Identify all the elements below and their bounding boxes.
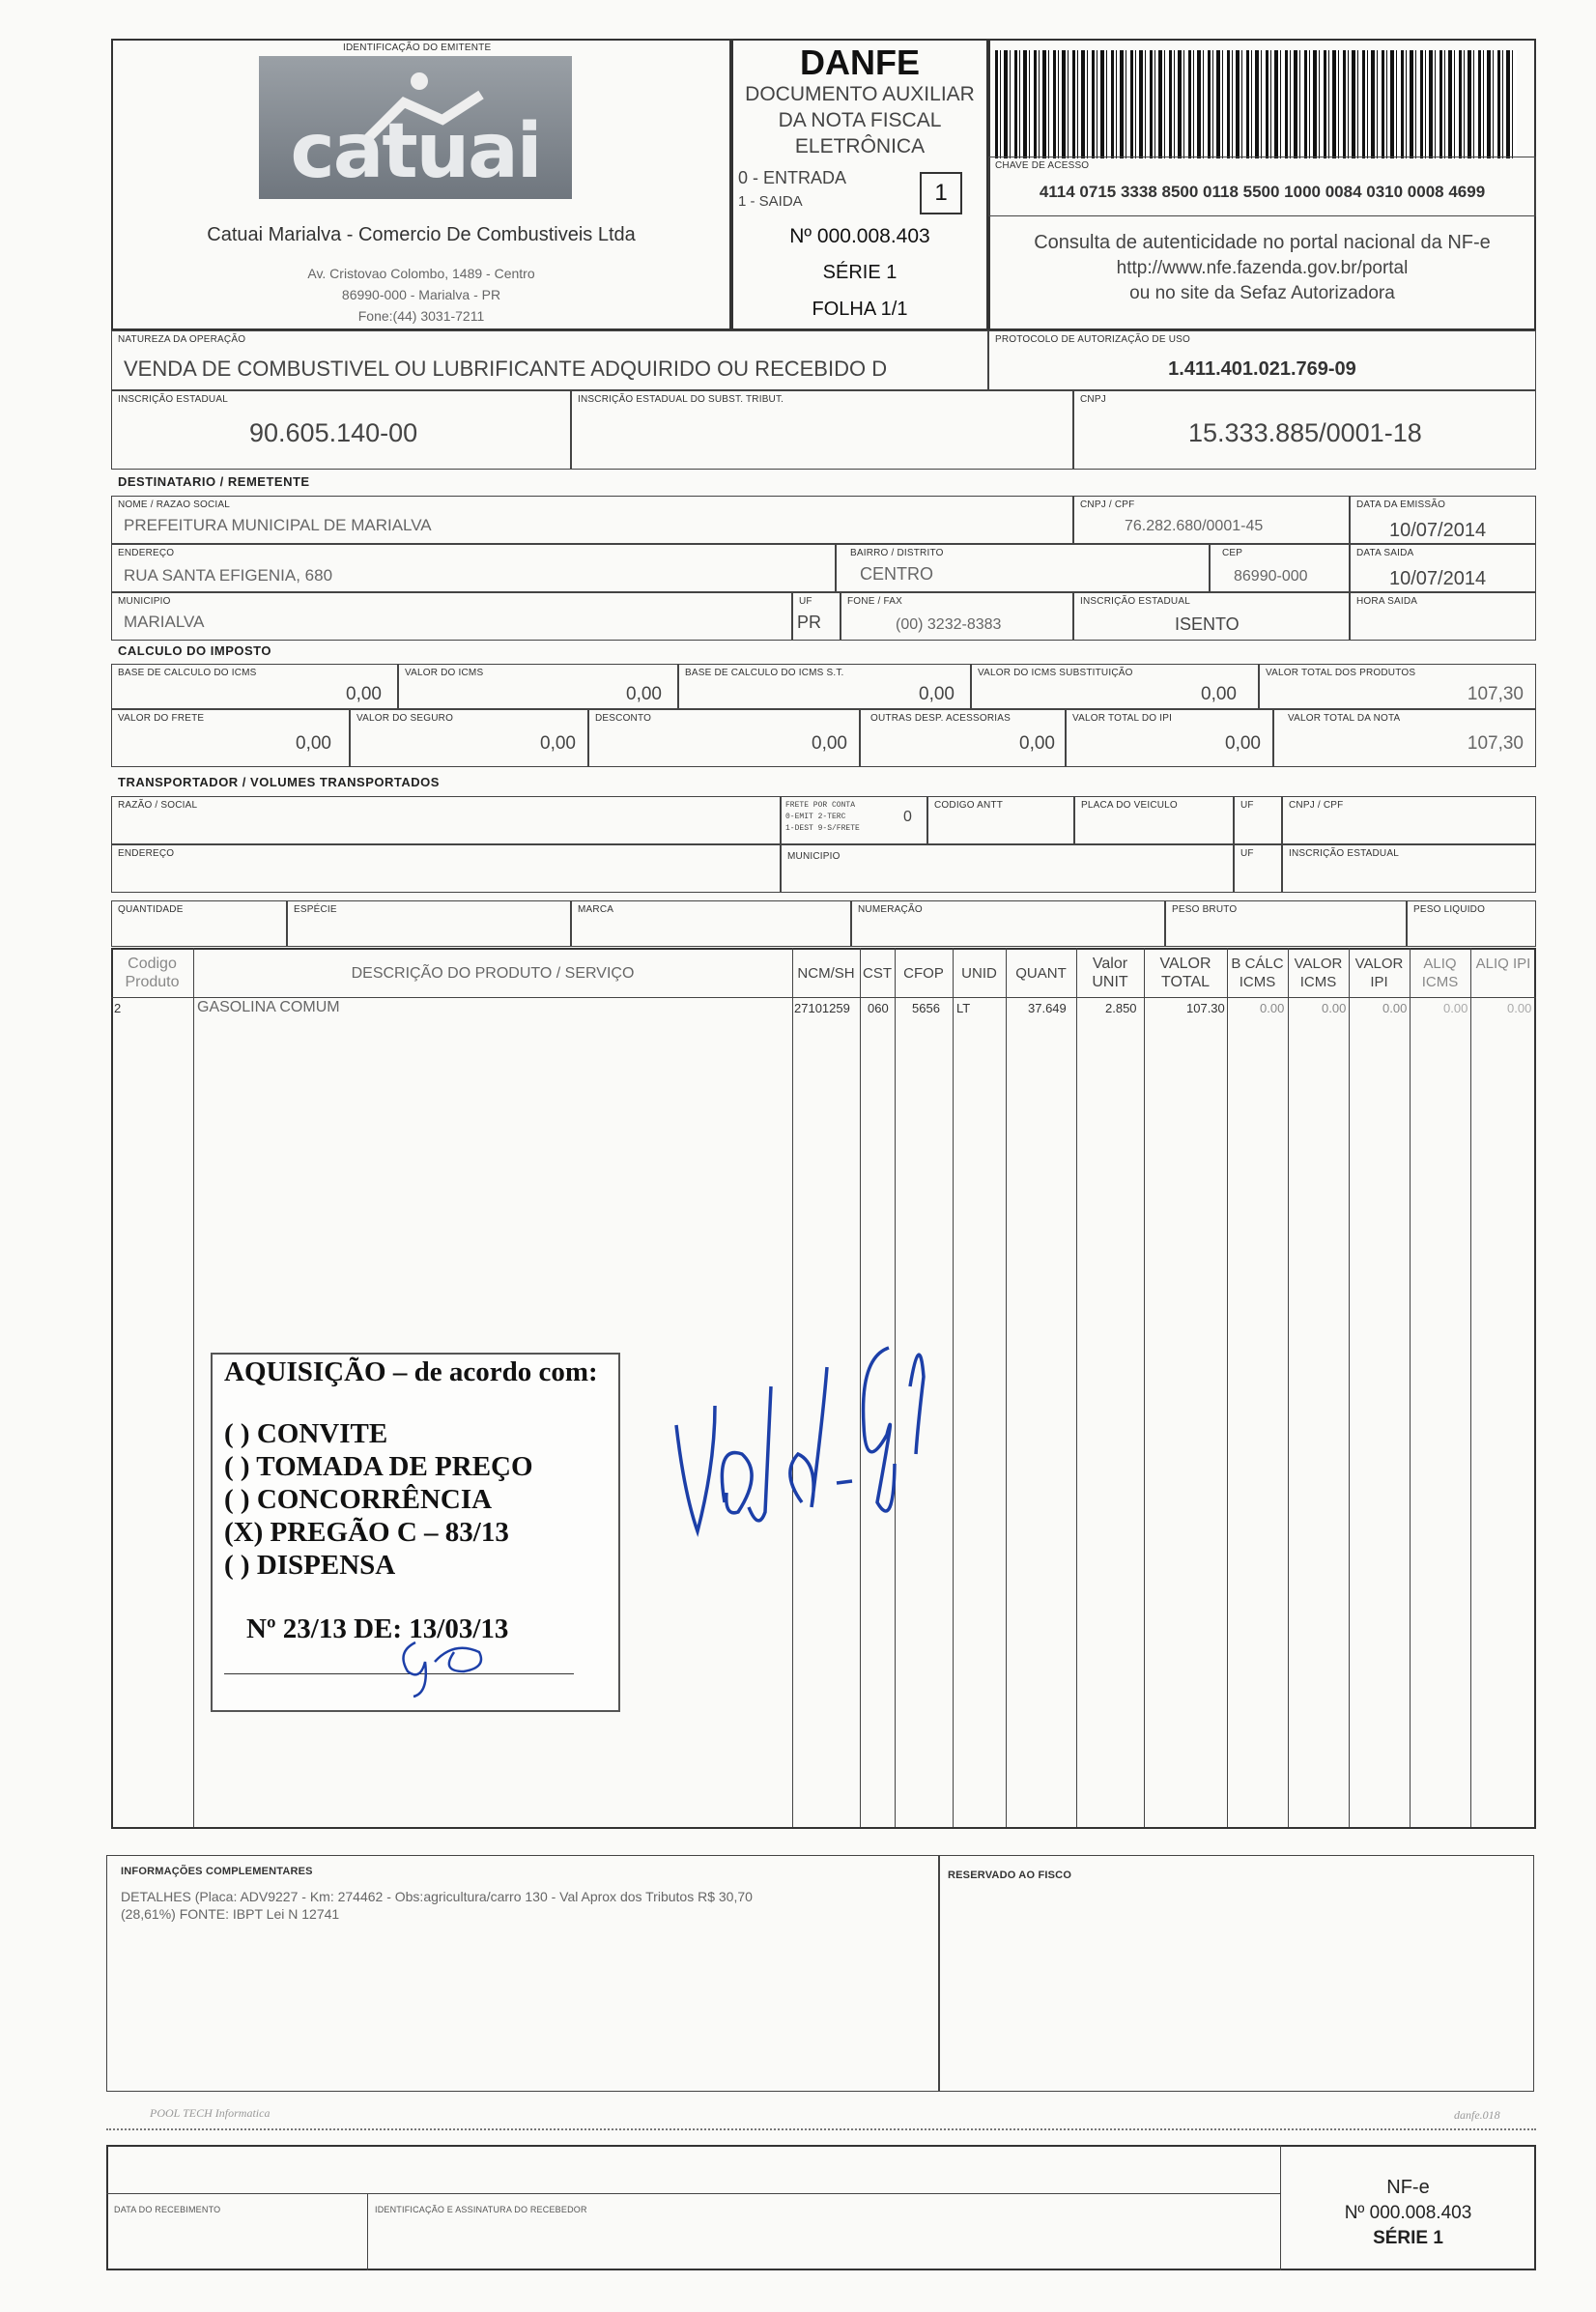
item-codigo: 2	[114, 1001, 122, 1015]
dest-bairro-label: BAIRRO / DISTRITO	[850, 548, 944, 558]
transp-ie-label: INSCRIÇÃO ESTADUAL	[1289, 848, 1399, 859]
vol-especie-cell	[287, 900, 571, 947]
col-quant: QUANT	[1015, 965, 1067, 982]
vol-peso-bruto-label: PESO BRUTO	[1172, 904, 1238, 915]
col-ncm: NCM/SH	[797, 965, 855, 982]
logo-text: catuai	[290, 108, 541, 195]
natureza-label: NATUREZA DA OPERAÇÃO	[118, 334, 246, 345]
stamp-tomada: ( ) TOMADA DE PREÇO	[224, 1451, 533, 1482]
vol-peso-liquido-cell	[1407, 900, 1536, 947]
reservado-fisco-cell	[939, 1855, 1534, 2092]
dest-hora-cell	[1350, 592, 1536, 641]
dest-cep-cell	[1210, 544, 1350, 592]
receipt-nfe-number: Nº 000.008.403	[1344, 2203, 1472, 2223]
stamp-concorrencia: ( ) CONCORRÊNCIA	[224, 1484, 493, 1515]
transp-uf2-cell	[1234, 844, 1282, 893]
vol-marca-cell	[571, 900, 851, 947]
transp-frete-value: 0	[903, 809, 912, 825]
receipt-vdivider-2	[367, 2193, 368, 2270]
access-key-cell	[988, 157, 1536, 216]
stamp-title: AQUISIÇÃO – de acordo com:	[224, 1356, 598, 1387]
item-aliq-ipi: 0.00	[1507, 1001, 1532, 1015]
calc-frete-value: 0,00	[296, 733, 331, 754]
calc-base-icms-st-label: BASE DE CALCULO DO ICMS S.T.	[685, 668, 844, 678]
col-bc-icms: B CÁLC ICMS	[1231, 956, 1284, 990]
dest-ie-value: ISENTO	[1175, 614, 1240, 634]
info-complementares-label: INFORMAÇÕES COMPLEMENTARES	[121, 1866, 313, 1877]
products-column-line	[193, 948, 194, 1827]
dest-bairro-value: CENTRO	[860, 564, 933, 584]
danfe-subtitle-3: ELETRÔNICA	[794, 135, 926, 157]
info-complementares-cell	[106, 1855, 939, 2092]
calc-valor-icms-st	[971, 664, 1259, 709]
products-column-line	[953, 948, 954, 1827]
nf-folha: FOLHA 1/1	[812, 299, 908, 320]
vol-peso-liquido-label: PESO LIQUIDO	[1413, 904, 1486, 915]
ie-cell	[111, 390, 571, 470]
reservado-fisco-label: RESERVADO AO FISCO	[948, 1870, 1072, 1881]
products-column-line	[1349, 948, 1350, 1827]
transp-razao-cell	[111, 796, 781, 844]
calc-base-icms-value: 0,00	[346, 684, 382, 704]
item-unid: LT	[956, 1001, 971, 1015]
col-aliq-icms: ALIQ ICMS	[1421, 956, 1459, 990]
col-valor-unit: Valor UNIT	[1092, 956, 1128, 990]
danfe-subtitle-2: DA NOTA FISCAL	[778, 109, 942, 131]
dest-uf-cell	[792, 592, 841, 641]
ie-st-cell	[571, 390, 1073, 470]
form-code: danfe.018	[1454, 2108, 1500, 2122]
dest-saida-cell	[1350, 544, 1536, 592]
transp-frete-line3: 1-DEST 9-S/FRETE	[785, 824, 860, 833]
vol-numeracao-label: NUMERAÇÃO	[858, 904, 923, 915]
access-key-label: CHAVE DE ACESSO	[995, 160, 1090, 171]
ie-label: INSCRIÇÃO ESTADUAL	[118, 394, 228, 405]
transp-antt-label: CODIGO ANTT	[934, 800, 1004, 811]
dest-cep-label: CEP	[1222, 548, 1243, 558]
stamp-pregao: (X) PREGÃO C – 83/13	[224, 1517, 509, 1548]
calc-base-icms-st-value: 0,00	[919, 684, 955, 704]
transp-placa-label: PLACA DO VEICULO	[1081, 800, 1178, 811]
col-valor-icms: VALOR ICMS	[1294, 956, 1343, 990]
item-bc-icms: 0.00	[1260, 1001, 1285, 1015]
col-valor-total: VALOR TOTAL	[1159, 956, 1211, 990]
stamp-convite: ( ) CONVITE	[224, 1418, 388, 1449]
protocolo-label: PROTOCOLO DE AUTORIZAÇÃO DE USO	[995, 334, 1190, 345]
calc-valor-icms-st-label: VALOR DO ICMS SUBSTITUIÇÃO	[978, 668, 1133, 678]
dest-municipio-label: MUNICIPIO	[118, 596, 171, 607]
calc-ipi-label: VALOR TOTAL DO IPI	[1072, 713, 1173, 724]
item-ncm: 27101259	[794, 1001, 850, 1015]
dest-emissao-cell	[1350, 496, 1536, 544]
calc-ipi	[1066, 709, 1273, 767]
dest-name-value: PREFEITURA MUNICIPAL DE MARIALVA	[124, 516, 432, 534]
dest-bairro-cell	[836, 544, 1210, 592]
calculo-section-title: CALCULO DO IMPOSTO	[118, 643, 271, 658]
receipt-assinatura-label: IDENTIFICAÇÃO E ASSINATURA DO RECEBEDOR	[375, 2205, 587, 2214]
natureza-value: VENDA DE COMBUSTIVEL OU LUBRIFICANTE ADQUIRIDO OU RECEBIDO D	[124, 357, 888, 381]
dest-endereco-label: ENDEREÇO	[118, 548, 175, 558]
danfe-title: DANFE	[800, 43, 920, 82]
software-footer: POOL TECH Informatica	[150, 2106, 271, 2120]
ie-st-label: INSCRIÇÃO ESTADUAL DO SUBST. TRIBUT.	[578, 394, 784, 405]
dest-municipio-cell	[111, 592, 792, 641]
calc-total-nota-value: 107,30	[1467, 733, 1524, 754]
calc-desconto	[588, 709, 860, 767]
calc-outras	[860, 709, 1066, 767]
calc-frete	[111, 709, 350, 767]
dest-cep-value: 86990-000	[1234, 568, 1308, 585]
calc-base-icms-st	[678, 664, 971, 709]
calc-valor-icms-st-value: 0,00	[1201, 684, 1237, 704]
consulta-line-3: ou no site da Sefaz Autorizadora	[1129, 283, 1395, 303]
dest-uf-label: UF	[799, 596, 812, 607]
dest-cnpj-cell	[1073, 496, 1350, 544]
dest-cnpj-value: 76.282.680/0001-45	[1125, 518, 1264, 534]
dest-fone-cell	[841, 592, 1073, 641]
calc-seguro-value: 0,00	[540, 733, 576, 754]
transp-ie-cell	[1282, 844, 1536, 893]
calc-total-nota-label: VALOR TOTAL DA NOTA	[1288, 713, 1401, 724]
calc-base-icms	[111, 664, 398, 709]
transp-placa-cell	[1074, 796, 1234, 844]
products-column-line	[1288, 948, 1289, 1827]
calc-base-icms-label: BASE DE CALCULO DO ICMS	[118, 668, 257, 678]
transp-frete-line1: FRETE POR CONTA	[785, 801, 856, 810]
emitter-name: Catuai Marialva - Comercio De Combustiveis Ltda	[207, 224, 636, 245]
receipt-divider	[106, 2193, 1280, 2194]
dest-municipio-value: MARIALVA	[124, 613, 205, 631]
products-column-line	[1144, 948, 1145, 1827]
col-aliq-ipi: ALIQ IPI	[1475, 956, 1531, 972]
destinatario-section-title: DESTINATARIO / REMETENTE	[118, 474, 310, 489]
stamp-dispensa: ( ) DISPENSA	[224, 1550, 396, 1581]
item-cst: 060	[868, 1001, 889, 1015]
dest-endereco-cell	[111, 544, 836, 592]
access-key-value: 4114 0715 3338 8500 0118 5500 1000 0084 0310 0008 4699	[1039, 183, 1486, 201]
emitter-label: IDENTIFICAÇÃO DO EMITENTE	[343, 43, 492, 53]
calc-total-produtos	[1259, 664, 1536, 709]
protocolo-cell	[988, 330, 1536, 390]
emitter-phone: Fone:(44) 3031-7211	[357, 308, 485, 324]
item-valor-total: 107.30	[1186, 1001, 1225, 1015]
dest-uf-value: PR	[797, 613, 822, 632]
col-cfop: CFOP	[903, 965, 944, 982]
products-header-divider	[111, 997, 1536, 998]
calc-total-produtos-value: 107,30	[1467, 684, 1524, 704]
dest-fone-value: (00) 3232-8383	[896, 616, 1002, 633]
danfe-subtitle-1: DOCUMENTO AUXILIAR	[745, 83, 975, 105]
vol-marca-label: MARCA	[578, 904, 614, 915]
col-descricao: DESCRIÇÃO DO PRODUTO / SERVIÇO	[351, 965, 635, 982]
cut-line	[106, 2128, 1536, 2130]
transp-municipio-label: MUNICIPIO	[787, 851, 841, 862]
item-valor-icms: 0.00	[1322, 1001, 1347, 1015]
calc-total-nota	[1273, 709, 1536, 767]
calc-desconto-label: DESCONTO	[595, 713, 652, 724]
dest-ie-label: INSCRIÇÃO ESTADUAL	[1080, 596, 1190, 607]
transportador-section-title: TRANSPORTADOR / VOLUMES TRANSPORTADOS	[118, 775, 440, 789]
calc-total-produtos-label: VALOR TOTAL DOS PRODUTOS	[1266, 668, 1416, 678]
handwritten-signature	[657, 1309, 947, 1551]
col-codigo: Codigo Produto	[125, 956, 180, 990]
barcode	[995, 50, 1517, 158]
calc-valor-icms-value: 0,00	[626, 684, 662, 704]
stamp-numero: Nº 23/13 DE: 13/03/13	[246, 1613, 509, 1644]
transp-uf2-label: UF	[1240, 848, 1254, 859]
transp-municipio-cell	[781, 844, 1234, 893]
receipt-nfe-serie: SÉRIE 1	[1373, 2228, 1443, 2248]
products-column-line	[1410, 948, 1411, 1827]
saida-option: 1 - SAIDA	[738, 193, 803, 210]
transp-cnpj-cell	[1282, 796, 1536, 844]
dest-name-cell	[111, 496, 1073, 544]
dest-saida-value: 10/07/2014	[1389, 568, 1487, 589]
receipt-data-label: DATA DO RECEBIMENTO	[114, 2205, 221, 2214]
calc-seguro	[350, 709, 588, 767]
transp-endereco-cell	[111, 844, 781, 893]
vol-numeracao-cell	[851, 900, 1165, 947]
transp-endereco-label: ENDEREÇO	[118, 848, 175, 859]
emitter-city: 86990-000 - Marialva - PR	[341, 287, 501, 302]
nf-number: Nº 000.008.403	[789, 225, 930, 247]
col-unid: UNID	[961, 965, 997, 982]
cnpj-value: 15.333.885/0001-18	[1188, 418, 1422, 447]
dest-endereco-value: RUA SANTA EFIGENIA, 680	[124, 566, 333, 585]
item-cfop: 5656	[912, 1001, 940, 1015]
protocolo-value: 1.411.401.021.769-09	[1168, 358, 1356, 380]
dest-hora-label: HORA SAIDA	[1356, 596, 1418, 607]
dest-cnpj-label: CNPJ / CPF	[1080, 500, 1135, 510]
item-descricao: GASOLINA COMUM	[197, 999, 340, 1015]
nf-serie: SÉRIE 1	[822, 262, 898, 283]
col-valor-ipi: VALOR IPI	[1354, 956, 1404, 990]
transp-uf-label: UF	[1240, 800, 1254, 811]
item-valor-unit: 2.850	[1105, 1001, 1137, 1015]
vol-especie-label: ESPÉCIE	[294, 904, 337, 915]
emitter-address: Av. Cristovao Colombo, 1489 - Centro	[307, 266, 535, 281]
info-line-2: (28,61%) FONTE: IBPT Lei N 12741	[121, 1906, 340, 1922]
products-column-line	[1470, 948, 1471, 1827]
dest-emissao-value: 10/07/2014	[1389, 520, 1487, 541]
calc-valor-icms-label: VALOR DO ICMS	[405, 668, 484, 678]
item-quant: 37.649	[1028, 1001, 1067, 1015]
dest-saida-label: DATA SAIDA	[1356, 548, 1414, 558]
transp-antt-cell	[927, 796, 1074, 844]
dest-emissao-label: DATA DA EMISSÃO	[1356, 500, 1446, 510]
transp-frete-line2: 0-EMIT 2-TERC	[785, 813, 846, 821]
consulta-line-1: Consulta de autenticidade no portal nacional da NF-e	[1034, 232, 1491, 253]
vol-quantidade-label: QUANTIDADE	[118, 904, 184, 915]
cnpj-cell	[1073, 390, 1536, 470]
item-valor-ipi: 0.00	[1382, 1001, 1408, 1015]
products-column-line	[1227, 948, 1228, 1827]
info-line-1: DETALHES (Placa: ADV9227 - Km: 274462 - Obs:agricultura/carro 130 - Val Aprox dos Tributos R$ 30,70	[121, 1889, 753, 1904]
calc-frete-label: VALOR DO FRETE	[118, 713, 205, 724]
dest-name-label: NOME / RAZAO SOCIAL	[118, 500, 231, 510]
transp-cnpj-label: CNPJ / CPF	[1289, 800, 1344, 811]
calc-desconto-value: 0,00	[812, 733, 847, 754]
vol-peso-bruto-cell	[1165, 900, 1407, 947]
col-cst: CST	[863, 965, 892, 982]
stamp-initials	[386, 1633, 502, 1700]
dest-fone-label: FONE / FAX	[847, 596, 903, 607]
transp-frete-cell	[781, 796, 927, 844]
products-column-line	[1076, 948, 1077, 1827]
ie-value: 90.605.140-00	[249, 418, 418, 447]
transp-razao-label: RAZÃO / SOCIAL	[118, 800, 198, 811]
vol-quantidade-cell	[111, 900, 287, 947]
consulta-line-2: http://www.nfe.fazenda.gov.br/portal	[1116, 258, 1409, 278]
receipt-nfe-title: NF-e	[1386, 2177, 1430, 2198]
calc-outras-label: OUTRAS DESP. ACESSORIAS	[870, 713, 1012, 724]
calc-seguro-label: VALOR DO SEGURO	[356, 713, 454, 724]
calc-valor-icms	[398, 664, 678, 709]
dest-ie-cell	[1073, 592, 1350, 641]
cnpj-label: CNPJ	[1080, 394, 1106, 405]
company-logo	[259, 56, 572, 199]
calc-ipi-value: 0,00	[1225, 733, 1261, 754]
natureza-cell	[111, 330, 988, 390]
transp-uf-cell	[1234, 796, 1282, 844]
item-aliq-icms: 0.00	[1443, 1001, 1468, 1015]
products-column-line	[1006, 948, 1007, 1827]
entrada-option: 0 - ENTRADA	[738, 168, 847, 187]
calc-outras-value: 0,00	[1019, 733, 1055, 754]
operation-type-value: 1	[934, 180, 948, 206]
